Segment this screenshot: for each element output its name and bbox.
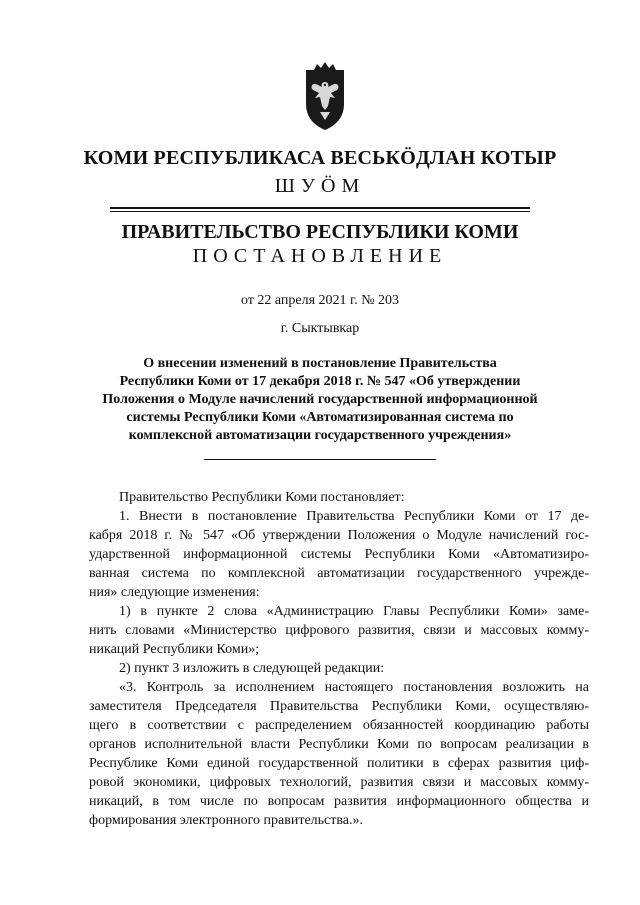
body-line: ровой экономики, цифровых технологий, развития связи и массовых комму- <box>89 775 589 790</box>
body-line: органов исполнительной власти Республики Коми по вопросам реализации в <box>89 737 589 752</box>
body-line: никаций Республики Коми»; <box>89 642 260 657</box>
body-line: никаций, в том числе по вопросам развития информационного общества и <box>89 794 589 809</box>
title-line: Положения о Модуле начислений государственной информационной <box>102 392 538 407</box>
title-line: системы Республики Коми «Автоматизированная система по <box>126 410 514 425</box>
document-date-number: от 22 апреля 2021 г. № 203 <box>240 293 400 308</box>
komi-header-title: КОМИ РЕСПУБЛИКАСА ВЕСЬКӦДЛАН КОТЫР <box>83 147 557 169</box>
title-line: комплексной автоматизации государственного учреждения» <box>128 428 512 443</box>
document-body <box>89 488 589 830</box>
document-type: ПОСТАНОВЛЕНИЕ <box>192 245 448 267</box>
document-city: г. Сыктывкар <box>280 321 360 336</box>
title-line: О внесении изменений в постановление Правительства <box>143 356 497 371</box>
body-line: 1. Внести в постановление Правительства Республики Коми от 17 де- <box>119 509 589 524</box>
body-line: Правительство Республики Коми постановляет: <box>119 490 405 505</box>
body-line: ния» следующие изменения: <box>89 585 260 600</box>
government-header-title: ПРАВИТЕЛЬСТВО РЕСПУБЛИКИ КОМИ <box>121 221 519 243</box>
document-title <box>100 355 540 445</box>
body-line: щего в соответствии с распределением обязанностей координацию работы <box>89 718 589 733</box>
body-line: формирования электронного правительства.». <box>89 813 363 828</box>
body-line: ударственной информационной системы Республики Коми «Автоматизиро- <box>89 547 589 562</box>
title-line: Республики Коми от 17 декабря 2018 г. № 547 «Об утверждении <box>119 374 521 389</box>
body-line: 2) пункт 3 изложить в следующей редакции: <box>119 661 385 676</box>
body-line: Республике Коми единой государственной политики в сферах развития циф- <box>89 756 589 771</box>
header-divider-thin <box>110 211 530 212</box>
header-divider-thick <box>110 207 530 209</box>
body-line: нить словами «Министерство цифрового развития, связи и массовых комму- <box>89 623 589 638</box>
body-line: ванная система по комплексной автоматизации государственного учрежде- <box>89 566 589 581</box>
body-line: кабря 2018 г. № 547 «Об утверждении Положения о Модуле начислений гос- <box>89 528 589 543</box>
body-line: 1) в пункте 2 слова «Администрацию Главы Республики Коми» заме- <box>119 604 589 619</box>
body-line: заместителя Председателя Правительства Республики Коми, осуществляю- <box>89 699 589 714</box>
title-divider <box>204 459 436 460</box>
komi-document-type: ШУӦМ <box>274 175 366 197</box>
komi-coat-of-arms-icon <box>302 60 348 132</box>
body-line: «3. Контроль за исполнением настоящего постановления возложить на <box>119 680 589 695</box>
